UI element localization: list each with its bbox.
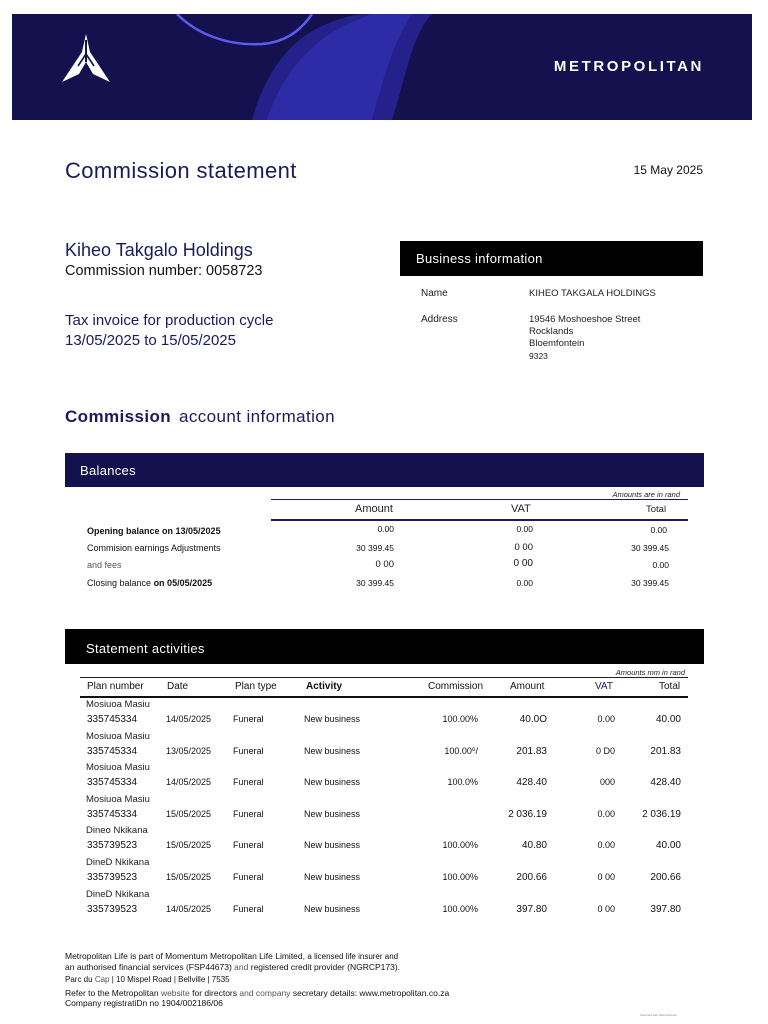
cell-total: 40.00 [655,714,681,725]
activities-currency-note: Amounts mm in rand [615,668,685,677]
footer [65,951,705,1008]
balances-top-rule [271,499,688,500]
cell-plan-number: 335745334 [87,714,138,725]
cell-commission: 100.0% [447,777,478,787]
col-vat: VAT [595,681,613,692]
address-line: 19546 Moshoeshoe Street [529,314,641,325]
cell-total: 397.80 [650,904,681,915]
cell-plan-type: Funeral [233,840,264,850]
cell-vat: 0 D0 [595,746,615,756]
footer-text: a licensed life insurer and [307,952,399,961]
footer-text: and company [239,988,291,998]
balance-amount: 30 399.45 [356,543,394,553]
cell-amount: 200.66 [516,872,547,883]
balance-row-label [87,578,212,588]
cell-activity: New business [304,904,361,914]
cell-plan-type: Funeral [233,714,264,724]
cell-commission: 100.00% [442,872,478,882]
balance-row-label: and fees [87,560,122,570]
cell-commission: 100.00⁰/ [444,746,478,756]
footer-line [65,962,705,972]
cell-activity: New business [304,809,361,819]
statement-date: 15 May 2025 [633,163,703,177]
balance-total: 30 399.45 [631,578,669,588]
holder-name: Kiheo Takgalo Holdings [65,240,253,260]
cell-vat: 0.00 [597,809,615,819]
balance-vat: 0.00 [516,578,533,588]
cell-vat: 0.00 [597,714,615,724]
plan-holder-name: DineD Nkikana [86,857,150,868]
cell-vat: 0 00 [597,872,615,882]
col-total: Total [659,681,681,692]
cell-amount: 40.0O [519,714,547,725]
cell-amount: 2 036.19 [508,809,547,820]
business-name-value: KIHEO TAKGALA HOLDINGS [529,288,656,299]
footer-line [65,988,705,998]
cell-plan-number: 335739523 [87,904,138,915]
plan-holder-name: Mosiuoa Masiu [86,731,150,742]
cell-amount: 40.80 [521,840,547,851]
cell-date: 15/05/2025 [166,872,212,882]
balance-label-part: on 05/05/2025 [153,578,213,588]
footer-text: secretary details: www.metropolitan.co.za [292,988,450,998]
cell-total: 2 036.19 [642,809,681,820]
cell-activity: New business [304,872,361,882]
footer-text: and [234,962,249,972]
business-name-label: Name [421,288,448,299]
cell-total: 428.40 [650,777,681,788]
cell-total: 40.00 [655,840,681,851]
footer-text: Metropolitan Life is part of Momentum Metropolitan Life Limited, [65,951,306,961]
cell-plan-number: 335745334 [87,746,138,757]
cell-plan-number: 335745334 [87,777,138,788]
col-amount: Amount [510,681,545,692]
balance-label-part: on 13/05/2025 [162,526,221,536]
balance-amount: 0 00 [375,559,394,570]
col-activity: Activity [306,681,343,692]
footer-text: registered credit provider (NGRCP173). [250,962,401,972]
balances-col-amount: Amount [355,503,393,515]
cell-amount: 397.80 [516,904,547,915]
section-heading-rest: account information [179,407,335,426]
balances-col-vat: VAT [511,503,531,515]
footer-line [65,951,705,962]
plan-holder-name: Mosiuoa Masiu [86,794,150,805]
brand-wordmark: METROPOLITAN [553,58,704,75]
footer-text: for directors [192,988,238,998]
cell-total: 201.83 [650,746,681,757]
balance-row-label [87,526,221,536]
balance-amount: 30 399.45 [356,578,394,588]
activities-top-rule [80,677,688,678]
activities-header-rule [80,696,688,698]
plan-holder-name: Dineo Nkikana [86,825,148,836]
footer-line [65,975,705,985]
page-title: Commission statement [65,158,297,183]
cell-commission: 100.00% [442,904,478,914]
footer-text: | 10 Mispel Road | Bellville | 7535 [111,975,230,984]
plan-holder-name: DineD Nkikana [86,889,150,900]
section-heading [65,407,335,427]
col-date: Date [167,681,189,692]
header-banner [12,14,752,120]
cell-date: 15/05/2025 [166,840,212,850]
balance-amount: 0.00 [377,524,394,534]
commission-number-label: Commission number: [65,263,202,279]
cell-plan-type: Funeral [233,904,264,914]
cell-date: 14/05/2025 [166,714,212,724]
plan-holder-name: Mosiuoa Masiu [86,762,150,773]
address-line: Bloemfontein [529,338,585,349]
cell-activity: New business [304,746,361,756]
cell-vat: 0 00 [597,904,615,914]
balance-label-part: Opening balance [87,526,160,536]
cell-date: 15/05/2025 [166,809,212,819]
activities-heading: Statement activities [65,629,704,664]
cell-vat: 0.00 [597,840,615,850]
cell-plan-type: Funeral [233,872,264,882]
col-plan-type: Plan type [235,681,277,692]
cell-plan-type: Funeral [233,809,264,819]
balance-vat: 0 00 [513,558,533,569]
cell-activity: New business [304,840,361,850]
scanner-watermark: Scanned with OkenScanner [640,1013,678,1017]
cell-plan-type: Funeral [233,746,264,756]
commission-number-value: 0058723 [206,263,263,279]
balances-col-total: Total [646,504,667,515]
cell-activity: New business [304,777,361,787]
balance-row-label: Commision earnings Adjustments [87,543,221,553]
balance-total: 30 399.45 [631,543,669,553]
footer-text: an authorised financial services (FSP44673) [65,962,232,972]
balances-heading: Balances [65,453,704,487]
footer-text: website [160,988,190,998]
balance-label-part: Closing balance [87,578,152,588]
balance-total: 0.00 [652,560,669,570]
footer-text: Cap [94,975,110,984]
footer-line: Company registratiDn no 1904/002186/06 [65,998,223,1008]
metropolitan-logo-icon [60,32,112,84]
footer-text: Parc du [65,975,93,984]
section-heading-bold: Commission [65,407,172,426]
balances-currency-note: Amounts are in rand [612,490,680,499]
cell-date: 14/05/2025 [166,904,212,914]
balance-vat: 0.00 [516,524,533,534]
footer-text: Refer to the Metropolitan [65,988,159,998]
cell-amount: 201.83 [516,746,547,757]
business-address-label: Address [421,314,458,325]
address-line: Rocklands [529,326,574,337]
business-info-heading: Business information [400,241,703,276]
production-cycle: 13/05/2025 to 15/05/2025 [65,332,236,349]
cell-plan-number: 335739523 [87,840,138,851]
cell-activity: New business [304,714,361,724]
cell-date: 13/05/2025 [166,746,212,756]
plan-holder-name: Mosiuoa Masiu [86,699,150,710]
cell-commission: 100.00% [442,840,478,850]
tax-invoice-line: Tax invoice for production cycle [65,312,274,329]
cell-amount: 428.40 [516,777,547,788]
cell-date: 14/05/2025 [166,777,212,787]
col-plan-number: Plan number [87,681,144,692]
address-line: 9323 [529,351,548,361]
business-address [529,314,640,362]
commission-number [65,263,262,279]
col-commission: Commission [428,681,484,692]
balance-vat: 0 00 [514,542,533,553]
balance-total: 0.00 [650,525,667,535]
balances-header-rule [271,519,688,521]
cell-vat: 000 [599,777,615,787]
cell-total: 200.66 [650,872,681,883]
cell-commission: 100.00% [442,714,478,724]
cell-plan-type: Funeral [233,777,264,787]
cell-plan-number: 335745334 [87,809,138,820]
cell-plan-number: 335739523 [87,872,138,883]
